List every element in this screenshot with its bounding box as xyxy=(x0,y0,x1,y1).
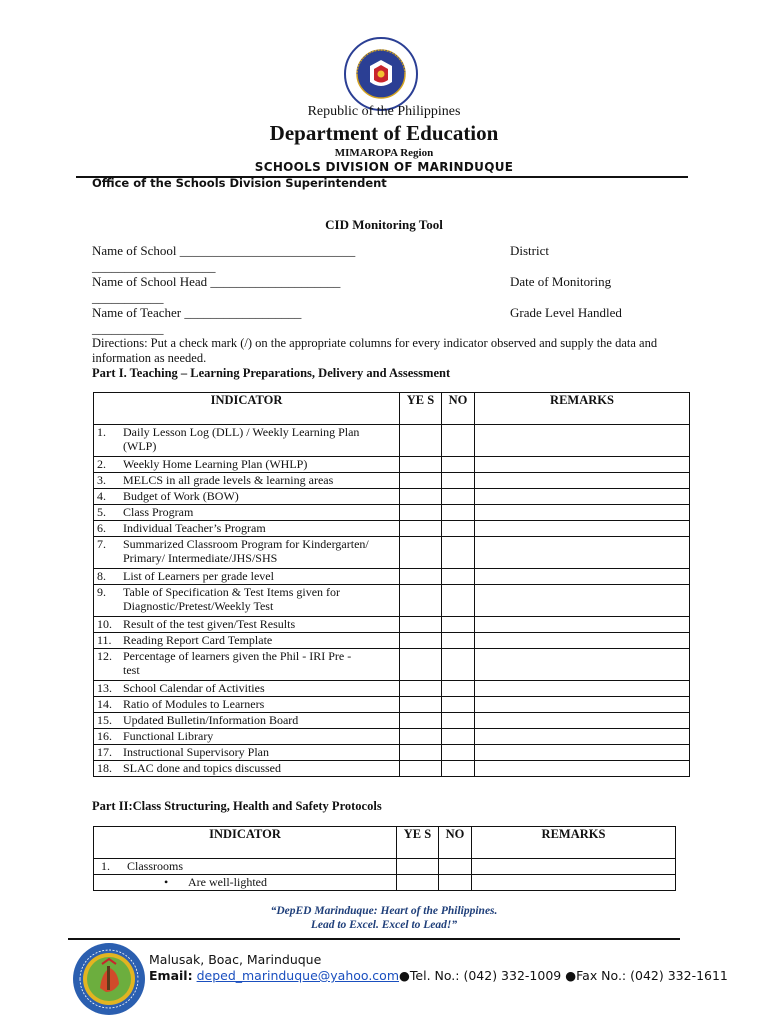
indicator-cell xyxy=(94,745,400,761)
remarks-cell[interactable] xyxy=(475,473,690,489)
yes-checkbox-cell[interactable] xyxy=(400,617,442,633)
table-row xyxy=(94,473,690,489)
row-text: Summarized Classroom Program for Kindergarten/ Primary/ Intermediate/JHS/SHS xyxy=(123,537,369,565)
division-label: SCHOOLS DIVISION OF MARINDUQUE xyxy=(254,160,514,174)
yes-checkbox-cell[interactable] xyxy=(400,489,442,505)
email-label: Email: xyxy=(149,968,193,983)
office-label: Office of the Schools Division Superintendent xyxy=(92,176,387,190)
row-number: 10. xyxy=(97,617,112,631)
row-text: SLAC done and topics discussed xyxy=(123,761,281,775)
yes-header: YE S xyxy=(400,393,442,425)
table-row xyxy=(94,761,690,777)
table-row xyxy=(94,537,690,569)
row-number: 7. xyxy=(97,537,106,551)
table-row xyxy=(94,697,690,713)
teacher-name-field: Name of Teacher __________________ xyxy=(92,305,302,320)
remarks-cell[interactable] xyxy=(475,697,690,713)
yes-checkbox-cell[interactable] xyxy=(400,473,442,489)
indicator-cell xyxy=(94,537,400,569)
row-number: 17. xyxy=(97,745,112,759)
row-number: 4. xyxy=(97,489,106,503)
no-header: NO xyxy=(442,393,475,425)
yes-checkbox-cell[interactable] xyxy=(400,521,442,537)
table-row xyxy=(94,745,690,761)
remarks-cell[interactable] xyxy=(475,457,690,473)
no-checkbox-cell[interactable] xyxy=(442,729,475,745)
no-header: NO xyxy=(439,827,472,859)
motto xyxy=(0,904,768,932)
remarks-cell[interactable] xyxy=(475,505,690,521)
table-row xyxy=(94,521,690,537)
deped-seal-logo xyxy=(343,36,419,112)
division-marinduque-logo xyxy=(72,942,146,1016)
indicator-cell xyxy=(94,681,400,697)
row-text: Are well-lighted xyxy=(188,875,267,889)
yes-checkbox-cell[interactable] xyxy=(400,585,442,617)
table-row xyxy=(94,681,690,697)
no-checkbox-cell[interactable] xyxy=(442,473,475,489)
footer-divider xyxy=(68,938,680,940)
indicator-cell xyxy=(94,489,400,505)
row-number: 12. xyxy=(97,649,112,663)
row-number: 5. xyxy=(97,505,106,519)
no-checkbox-cell[interactable] xyxy=(442,633,475,649)
remarks-cell[interactable] xyxy=(475,617,690,633)
row-text: Table of Specification & Test Items given for Diagnostic/Pretest/Weekly Test xyxy=(123,585,341,613)
row-number: 3. xyxy=(97,473,106,487)
no-checkbox-cell[interactable] xyxy=(439,875,472,891)
row-text: Functional Library xyxy=(123,729,214,743)
indicator-cell xyxy=(94,569,400,585)
part1-header-row xyxy=(94,393,690,425)
row-number: 8. xyxy=(97,569,106,583)
remarks-cell[interactable] xyxy=(475,521,690,537)
row-number: 1. xyxy=(97,425,106,439)
remarks-cell[interactable] xyxy=(472,875,676,891)
yes-checkbox-cell[interactable] xyxy=(397,859,439,875)
row-text: Reading Report Card Template xyxy=(123,633,273,647)
no-checkbox-cell[interactable] xyxy=(442,425,475,457)
region-label: MIMAROPA Region xyxy=(334,147,434,159)
indicator-cell xyxy=(94,761,400,777)
footer-address: Malusak, Boac, Marinduque xyxy=(149,952,322,967)
indicator-header: INDICATOR xyxy=(94,393,400,425)
yes-checkbox-cell[interactable] xyxy=(400,425,442,457)
no-checkbox-cell[interactable] xyxy=(442,585,475,617)
table-row xyxy=(94,729,690,745)
yes-checkbox-cell[interactable] xyxy=(397,875,439,891)
department-title: Department of Education xyxy=(269,121,499,145)
no-checkbox-cell[interactable] xyxy=(442,761,475,777)
yes-checkbox-cell[interactable] xyxy=(400,505,442,521)
district-line: ___________________ xyxy=(92,259,216,274)
yes-checkbox-cell[interactable] xyxy=(400,569,442,585)
motto-line-1: “DepED Marinduque: Heart of the Philippines. xyxy=(270,905,498,917)
remarks-cell[interactable] xyxy=(475,489,690,505)
indicator-cell xyxy=(94,859,397,875)
indicator-cell xyxy=(94,729,400,745)
table-row xyxy=(94,585,690,617)
footer-contact xyxy=(149,968,728,983)
yes-checkbox-cell[interactable] xyxy=(400,761,442,777)
date-line: ___________ xyxy=(92,290,164,305)
email-link[interactable]: deped_marinduque@yahoo.com xyxy=(196,968,399,983)
remarks-cell[interactable] xyxy=(475,713,690,729)
row-number: 11. xyxy=(97,633,112,647)
remarks-header: REMARKS xyxy=(472,827,676,859)
indicator-cell xyxy=(94,505,400,521)
row-number: 9. xyxy=(97,585,106,599)
yes-checkbox-cell[interactable] xyxy=(400,745,442,761)
no-checkbox-cell[interactable] xyxy=(442,457,475,473)
remarks-cell[interactable] xyxy=(475,633,690,649)
indicator-cell xyxy=(94,521,400,537)
row-text: Percentage of learners given the Phil - IRI Pre - test xyxy=(123,649,352,677)
yes-checkbox-cell[interactable] xyxy=(400,633,442,649)
row-number: 16. xyxy=(97,729,112,743)
form-title: CID Monitoring Tool xyxy=(325,217,443,232)
row-number: 18. xyxy=(97,761,112,775)
row-number: 1. xyxy=(101,859,110,873)
remarks-cell[interactable] xyxy=(475,761,690,777)
row-text: Ratio of Modules to Learners xyxy=(123,697,265,711)
row-text: Budget of Work (BOW) xyxy=(123,489,239,503)
no-checkbox-cell[interactable] xyxy=(442,681,475,697)
remarks-header: REMARKS xyxy=(475,393,690,425)
row-number: 15. xyxy=(97,713,112,727)
table-row xyxy=(94,457,690,473)
no-checkbox-cell[interactable] xyxy=(442,745,475,761)
table-row xyxy=(94,859,676,875)
row-text: Class Program xyxy=(123,505,194,519)
row-number: 6. xyxy=(97,521,106,535)
indicator-cell xyxy=(94,875,397,891)
row-number: 2. xyxy=(97,457,106,471)
row-number: 13. xyxy=(97,681,112,695)
yes-header: YE S xyxy=(397,827,439,859)
motto-line-2: Lead to Excel. Excel to Lead!” xyxy=(310,919,458,931)
no-checkbox-cell[interactable] xyxy=(442,697,475,713)
tel-fax-text: ●Tel. No.: (042) 332-1009 ●Fax No.: (042) 332-1611 xyxy=(399,968,728,983)
remarks-cell[interactable] xyxy=(475,745,690,761)
grade-line: ___________ xyxy=(92,321,164,336)
remarks-cell[interactable] xyxy=(475,585,690,617)
indicator-cell xyxy=(94,457,400,473)
row-text: List of Learners per grade level xyxy=(123,569,274,583)
part2-header-row xyxy=(94,827,676,859)
remarks-cell[interactable] xyxy=(475,537,690,569)
indicator-cell xyxy=(94,697,400,713)
yes-checkbox-cell[interactable] xyxy=(400,713,442,729)
yes-checkbox-cell[interactable] xyxy=(400,729,442,745)
indicator-header: INDICATOR xyxy=(94,827,397,859)
indicator-cell xyxy=(94,425,400,457)
indicator-cell xyxy=(94,473,400,489)
row-text: School Calendar of Activities xyxy=(123,681,265,695)
row-text: Instructional Supervisory Plan xyxy=(123,745,269,759)
indicator-cell xyxy=(94,649,400,681)
yes-checkbox-cell[interactable] xyxy=(400,649,442,681)
part2-table xyxy=(93,826,676,891)
no-checkbox-cell[interactable] xyxy=(442,505,475,521)
grade-level-field: Grade Level Handled xyxy=(510,305,622,320)
remarks-cell[interactable] xyxy=(475,569,690,585)
remarks-cell[interactable] xyxy=(475,681,690,697)
no-checkbox-cell[interactable] xyxy=(442,537,475,569)
no-checkbox-cell[interactable] xyxy=(442,569,475,585)
republic-heading: Republic of the Philippines xyxy=(307,104,461,119)
row-text: Result of the test given/Test Results xyxy=(123,617,296,631)
row-number: 14. xyxy=(97,697,112,711)
table-row xyxy=(94,489,690,505)
part2-title: Part II:Class Structuring, Health and Safety Protocols xyxy=(92,799,382,813)
yes-checkbox-cell[interactable] xyxy=(400,681,442,697)
no-checkbox-cell[interactable] xyxy=(442,489,475,505)
district-field: District xyxy=(510,243,549,258)
remarks-cell[interactable] xyxy=(475,425,690,457)
bullet-icon: • xyxy=(164,875,169,889)
no-checkbox-cell[interactable] xyxy=(442,617,475,633)
row-text: Updated Bulletin/Information Board xyxy=(123,713,299,727)
yes-checkbox-cell[interactable] xyxy=(400,697,442,713)
indicator-cell xyxy=(94,585,400,617)
no-checkbox-cell[interactable] xyxy=(442,521,475,537)
table-row xyxy=(94,425,690,457)
table-row xyxy=(94,569,690,585)
table-row xyxy=(94,649,690,681)
part1-title: Part I. Teaching – Learning Preparations, Delivery and Assessment xyxy=(92,366,451,380)
school-name-field: Name of School ___________________________ xyxy=(92,243,356,258)
remarks-cell[interactable] xyxy=(475,729,690,745)
table-row xyxy=(94,633,690,649)
row-text: Weekly Home Learning Plan (WHLP) xyxy=(123,457,308,471)
table-row xyxy=(94,875,676,891)
indicator-cell xyxy=(94,713,400,729)
yes-checkbox-cell[interactable] xyxy=(400,457,442,473)
table-row xyxy=(94,617,690,633)
table-row xyxy=(94,713,690,729)
table-row xyxy=(94,505,690,521)
directions-text: Directions: Put a check mark (/) on the appropriate columns for every indicator observed and supply the data and information as needed. xyxy=(92,336,658,365)
no-checkbox-cell[interactable] xyxy=(439,859,472,875)
school-head-field: Name of School Head ____________________ xyxy=(92,274,341,289)
remarks-cell[interactable] xyxy=(475,649,690,681)
yes-checkbox-cell[interactable] xyxy=(400,537,442,569)
row-text: Daily Lesson Log (DLL) / Weekly Learning Plan (WLP) xyxy=(123,425,360,453)
no-checkbox-cell[interactable] xyxy=(442,713,475,729)
row-text: Individual Teacher’s Program xyxy=(123,521,266,535)
indicator-cell xyxy=(94,633,400,649)
no-checkbox-cell[interactable] xyxy=(442,649,475,681)
row-text: Classrooms xyxy=(127,859,184,873)
indicator-cell xyxy=(94,617,400,633)
part1-table xyxy=(93,392,690,777)
date-field: Date of Monitoring xyxy=(510,274,612,289)
row-text: MELCS in all grade levels & learning areas xyxy=(123,473,334,487)
remarks-cell[interactable] xyxy=(472,859,676,875)
